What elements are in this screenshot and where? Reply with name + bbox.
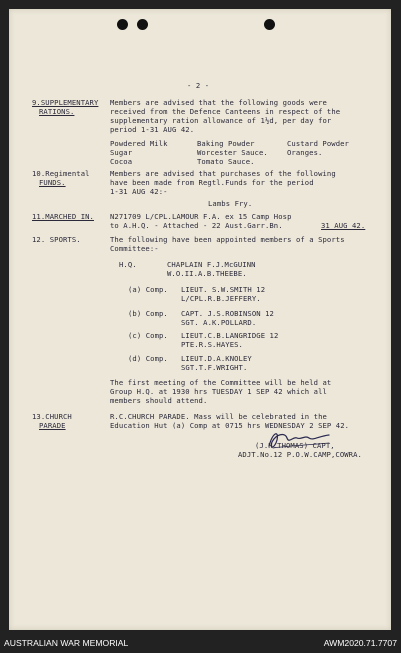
committee-member: CHAPLAIN F.J.McGUINN: [167, 260, 256, 269]
committee-group: (b) Comp.: [128, 309, 168, 318]
item-12-label: 12. SPORTS.: [32, 235, 81, 244]
committee-group: (c) Comp.: [128, 331, 168, 340]
committee-member: LIEUT. S.W.SMITH 12: [181, 285, 266, 294]
item-12-text: The following have been appointed members of a Sports: [110, 235, 345, 244]
committee-member: PTE.R.S.HAYES.: [181, 340, 243, 349]
item-9-label: 9.SUPPLEMENTARY: [32, 98, 99, 107]
item-10-text: have been made from Regtl.Funds for the period: [110, 178, 314, 187]
signatory-title: ADJT.No.12 P.O.W.CAMP,COWRA.: [238, 450, 362, 459]
item-11-text: N271709 L/CPL.LAMOUR F.A. ex 15 Camp Hosp: [110, 212, 292, 221]
signatory-name: (J.H.THOMAS) CAPT,: [255, 441, 335, 450]
goods-item: Powdered Milk: [110, 139, 168, 148]
item-9-text: Members are advised that the following goods were: [110, 98, 327, 107]
item-11-date: 31 AUG 42.: [321, 221, 366, 230]
committee-member: SGT.T.F.WRIGHT.: [181, 363, 248, 372]
goods-item: Baking Powder: [197, 139, 255, 148]
item-13-text: R.C.CHURCH PARADE. Mass will be celebrated in the: [110, 412, 327, 421]
item-9-text: supplementary ration allowance of 1½d, per day for: [110, 116, 332, 125]
document-page: [9, 9, 391, 630]
committee-member: LIEUT.D.A.KNOLEY: [181, 354, 252, 363]
item-10-label: 10.Regimental: [32, 169, 90, 178]
footer-accession-number: AWM2020.71.7707: [323, 638, 397, 648]
item-10-label: FUNDS.: [39, 178, 66, 187]
committee-group: (a) Comp.: [128, 285, 168, 294]
item-9-text: received from the Defence Canteens in respect of the: [110, 107, 341, 116]
punch-hole: [137, 19, 148, 30]
item-11-label: 11.MARCHED IN.: [32, 212, 94, 221]
committee-member: SGT. A.K.POLLARD.: [181, 318, 257, 327]
item-13-label: 13.CHURCH: [32, 412, 72, 421]
goods-item: Cocoa: [110, 157, 133, 166]
item-13-text: Education Hut (a) Comp at 0715 hrs WEDNESDAY 2 SEP 42.: [110, 421, 350, 430]
item-13-label: PARADE: [39, 421, 66, 430]
goods-item: Custard Powder: [287, 139, 349, 148]
punch-hole: [264, 19, 275, 30]
item-10-text: Members are advised that purchases of the following: [110, 169, 336, 178]
goods-item: Oranges.: [287, 148, 323, 157]
committee-member: W.O.II.A.B.THEEBE.: [167, 269, 247, 278]
committee-member: CAPT. J.S.ROBINSON 12: [181, 309, 274, 318]
item-10-text: 1-31 AUG 42:-: [110, 187, 168, 196]
committee-group: (d) Comp.: [128, 354, 168, 363]
item-12-text: Committee:-: [110, 244, 159, 253]
punch-hole: [117, 19, 128, 30]
footer-institution: AUSTRALIAN WAR MEMORIAL: [4, 638, 129, 648]
item-12-closing: The first meeting of the Committee will be held at: [110, 378, 332, 387]
item-11-text: to A.H.Q. - Attached - 22 Aust.Garr.Bn.: [110, 221, 283, 230]
item-10-purchase: Lambs Fry.: [208, 199, 253, 208]
item-9-text: period 1-31 AUG 42.: [110, 125, 195, 134]
item-12-closing: Group H.Q. at 1930 hrs TUESDAY 1 SEP 42 which all: [110, 387, 327, 396]
goods-item: Worcester Sauce.: [197, 148, 268, 157]
page-number: - 2 -: [187, 81, 210, 90]
goods-item: Tomato Sauce.: [197, 157, 255, 166]
item-9-label: RATIONS.: [39, 107, 75, 116]
committee-member: LIEUT.C.B.LANGRIDGE 12: [181, 331, 279, 340]
archive-footer: [0, 633, 401, 653]
committee-group: H.Q.: [119, 260, 137, 269]
goods-item: Sugar: [110, 148, 133, 157]
committee-member: L/CPL.R.B.JEFFERY.: [181, 294, 261, 303]
item-12-closing: members should attend.: [110, 396, 208, 405]
